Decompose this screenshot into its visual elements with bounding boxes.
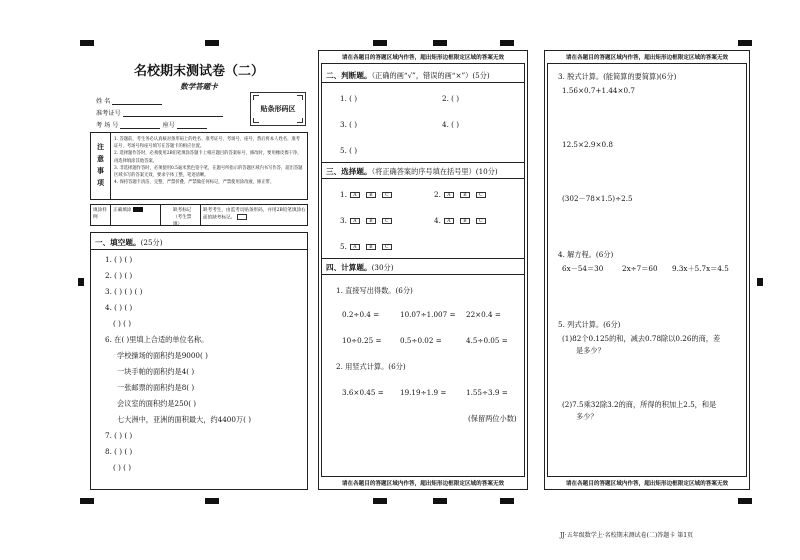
judge-item[interactable]: 3. ( ) [340, 120, 358, 129]
choice-item[interactable]: 5. A B C [340, 242, 395, 251]
section4-heading: 四、计算题。(30分) [326, 263, 394, 272]
answer-area-3 [547, 63, 747, 477]
name-label: 姓 名 [96, 98, 111, 105]
word-problem: (1)82个0.125的和，减去0.78除以0.26的商，差 [562, 334, 721, 343]
calc-item: 4.5÷0.05 = [466, 336, 508, 345]
section-fill-in [90, 232, 308, 490]
word-problem: 多少？ [576, 412, 598, 421]
bottom-note: 请在各题目的答题区域内作答，超出矩形边框限定区域的答案无效 [341, 481, 505, 487]
barcode-label: 贴条形码区 [260, 104, 296, 113]
page-title: 名校期末测试卷（二） [133, 64, 264, 79]
alignment-mark [373, 40, 387, 46]
q1-answer[interactable]: 1. ( ) ( ) [105, 255, 133, 264]
seat-label: 座号 [162, 122, 175, 129]
equation: 9.3x＋5.7x＝4.5 [672, 264, 729, 273]
q6-line[interactable]: 七大洲中，亚洲的面积最大，约4400万( ) [117, 415, 251, 424]
absent-mark-box[interactable] [237, 214, 247, 220]
column-3 [544, 50, 750, 490]
top-note: 请在各题目的答题区域内作答，超出矩形边框限定区域的答案无效 [341, 55, 505, 61]
part2-label: 2. 用竖式计算。(6分) [336, 362, 406, 371]
notice-rule: 1. 答题前，考生务必认真核对条形码上的姓名、准考证号、考场号、座号，然后将本人姓名、准考证号、考场号和座号填写在答题卡的相应位置。 [114, 137, 300, 150]
calc-item: 0.5÷0.02 = [400, 336, 442, 345]
notice-side-label: 注 意 事 项 [91, 133, 111, 199]
top-note: 请在各题目的答题区域内作答，超出矩形边框限定区域的答案无效 [565, 55, 729, 61]
alignment-mark [78, 278, 84, 286]
q2-answer[interactable]: 2. ( ) ( ) [105, 271, 133, 280]
fill-example-row [90, 204, 308, 226]
word-problem: 是多少？ [576, 346, 605, 355]
part3-label: 3. 脱式计算。(能简算的要简算)(6分) [558, 72, 677, 81]
notice-rule: 4. 保持答题卡清洁、完整，严禁折叠，严禁做任何标记，严禁使用涂改液、修正带。 [114, 180, 275, 186]
alignment-mark [205, 40, 219, 46]
q6-line[interactable]: 会议室的面积约是250( ) [117, 399, 197, 408]
expr: 1.56×0.7+1.44×0.7 [562, 86, 635, 95]
column-2 [318, 50, 528, 490]
notice-rule: 2. 选择题作答时，必须使用2B铅笔填涂答题卡上相应题目的答案标号，修改时，要用橡皮擦干净，再选择填涂其他答案。 [114, 151, 302, 164]
word-problem: (2)7.5乘32除3.2的商，所得的积加上2.5，和是 [562, 400, 717, 409]
alignment-mark [433, 498, 447, 504]
notice-rule: 3. 非选择题作答时，必须使用0.5毫米黑色签字笔，在题号所指示的答题区域内书写作答，超出答题区域书写的答案无效，要求字体工整，笔迹清晰。 [114, 165, 303, 179]
calc-item: 10÷0.25 = [342, 336, 382, 345]
choice-item[interactable]: 3. A B C [340, 216, 395, 225]
q6-text: 6. 在( )里填上合适的单位名称。 [105, 335, 209, 344]
judge-item[interactable]: 1. ( ) [340, 94, 358, 103]
section1-heading: 一、填空题。(25分) [95, 238, 163, 247]
choice-item[interactable]: 4. A B C [434, 216, 489, 225]
fill-example-label: 填涂样例 [91, 205, 111, 225]
alignment-mark [500, 40, 514, 46]
alignment-mark [80, 40, 94, 46]
exam-number-label: 准考证号 [96, 110, 121, 117]
equation: 2x÷7＝60 [622, 264, 658, 273]
alignment-mark [738, 498, 752, 504]
q6-line[interactable]: 一张邮票的面积约是8( ) [117, 383, 195, 392]
choice-item[interactable]: 2. A B C [434, 190, 489, 199]
calc-item: 0.2÷0.4 = [342, 310, 380, 319]
equation: 6x－54＝30 [562, 264, 604, 273]
expr: (302－78×1.5)÷2.5 [562, 194, 633, 203]
expr: 12.5×2.9×0.8 [562, 140, 613, 149]
part4-label: 4. 解方程。(6分) [558, 250, 614, 259]
page-subtitle: 数学答题卡 [180, 82, 218, 91]
section2-heading: 二、判断题。（正确的画“√”，错误的画“×”）(5分) [326, 71, 490, 80]
judge-item[interactable]: 2. ( ) [442, 94, 460, 103]
bottom-note: 请在各题目的答题区域内作答，超出矩形边框限定区域的答案无效 [565, 481, 729, 487]
name-field[interactable] [96, 96, 162, 105]
alignment-mark [80, 498, 94, 504]
q7-answer[interactable]: 7. ( ) ( ) [105, 431, 133, 440]
answer-area-2 [321, 63, 525, 477]
choice-item[interactable]: 1. A B C [340, 190, 395, 199]
notice-rules [114, 136, 304, 186]
absent-mark-desc: 缺考考生，由监考员贴条形码，并用2B铅笔填涂右面的缺考标记。 [203, 208, 306, 221]
alignment-mark [500, 498, 514, 504]
part1-label: 1. 直接写出得数。(6分) [336, 286, 413, 295]
judge-item[interactable]: 4. ( ) [442, 120, 460, 129]
calc-item: 10.07÷1.007 = [400, 310, 456, 319]
alignment-mark [738, 40, 752, 46]
exam-number-field[interactable] [96, 108, 223, 117]
calc-item: 1.55÷3.9 = [466, 388, 508, 397]
q4-answer-2[interactable]: ( ) ( ) [113, 319, 132, 328]
judge-item[interactable]: 5. ( ) [340, 146, 358, 155]
q6-line[interactable]: 一块手帕的面积约是4( ) [117, 367, 195, 376]
fill-example-correct: 正确填涂 [111, 205, 161, 225]
rounding-note: (保留两位小数) [468, 414, 517, 423]
notice-box [90, 132, 308, 200]
barcode-area [250, 92, 306, 126]
section3-heading: 三、选择题。（将正确答案的序号填在括号里）(10分) [326, 167, 498, 176]
alignment-mark [757, 278, 763, 286]
calc-item: 3.6×0.45 = [342, 388, 384, 397]
alignment-mark [433, 40, 447, 46]
part5-label: 5. 列式计算。(6分) [558, 320, 621, 329]
room-label: 考 场 号 [96, 122, 119, 129]
q8-answer[interactable]: 8. ( ) ( ) [105, 447, 133, 456]
alignment-mark [373, 498, 387, 504]
page-footer: JJ·五年级数学上·名校期末测试卷(二)答题卡 第1页 [560, 532, 694, 539]
q8-answer-2[interactable]: ( ) ( ) [113, 463, 132, 472]
q4-answer[interactable]: 4. ( ) ( ) [105, 303, 133, 312]
calc-item: 19.19÷1.9 = [400, 388, 447, 397]
q6-line[interactable]: 学校操场的面积约是9000( ) [117, 351, 208, 360]
calc-item: 22×0.4 = [466, 310, 501, 319]
q3-answer[interactable]: 3. ( ) ( ) ( ) [105, 287, 143, 296]
alignment-mark [205, 498, 219, 504]
absent-mark-label: 缺考标记 （考生禁填） [171, 205, 201, 225]
column-1 [90, 52, 308, 492]
room-field[interactable] [96, 120, 207, 129]
